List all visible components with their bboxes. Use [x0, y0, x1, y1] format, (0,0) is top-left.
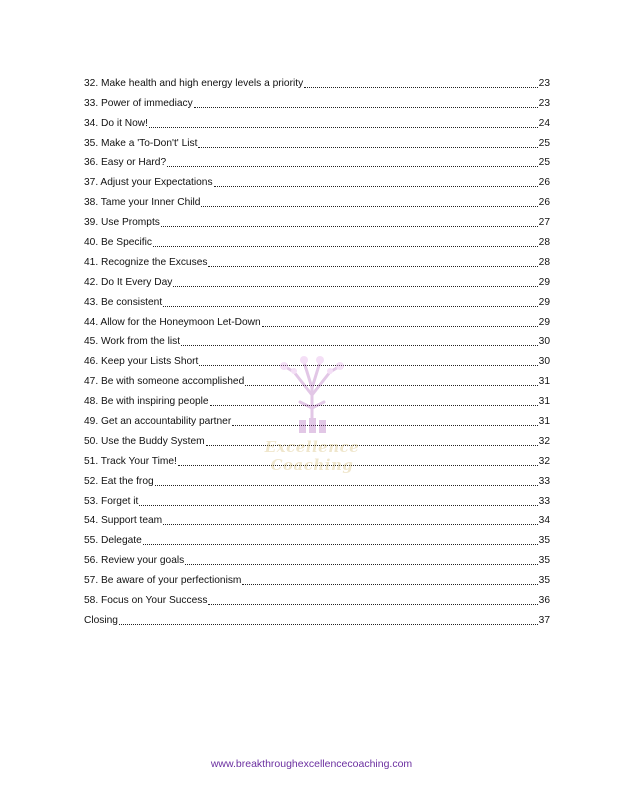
toc-entry-page-number: 23	[538, 97, 550, 109]
dot-leader	[262, 326, 538, 327]
footer-website-link[interactable]: www.breakthroughexcellencecoaching.com	[210, 758, 413, 770]
toc-entry-page-number: 36	[538, 595, 550, 607]
toc-entry-page-number: 26	[538, 177, 550, 189]
toc-entry[interactable]	[84, 249, 550, 269]
toc-entry-title: 52. Eat the frog	[84, 475, 154, 487]
toc-entry-page-number: 35	[538, 575, 550, 587]
toc-entry-title: 55. Delegate	[84, 535, 142, 547]
toc-entry[interactable]	[84, 607, 550, 627]
toc-entry-page-number: 24	[538, 117, 550, 129]
toc-entry-title: 57. Be aware of your perfectionism	[84, 575, 242, 587]
toc-entry-title: 56. Review your goals	[84, 555, 185, 567]
toc-entry-page-number: 30	[538, 336, 550, 348]
toc-entry-page-number: 29	[538, 316, 550, 328]
dot-leader	[119, 624, 538, 625]
dot-leader	[139, 505, 537, 506]
dot-leader	[194, 107, 538, 108]
toc-entry-page-number: 32	[538, 435, 550, 447]
toc-entry[interactable]	[84, 169, 550, 189]
toc-entry-page-number: 29	[538, 296, 550, 308]
toc-entry[interactable]	[84, 229, 550, 249]
toc-entry-title: 41. Recognize the Excuses	[84, 256, 208, 268]
toc-entry-title: 37. Adjust your Expectations	[84, 177, 213, 189]
toc-entry-page-number: 26	[538, 197, 550, 209]
toc-entry[interactable]	[84, 209, 550, 229]
dot-leader	[161, 226, 538, 227]
toc-entry-page-number: 37	[538, 614, 550, 626]
toc-entry-title: 50. Use the Buddy System	[84, 435, 205, 447]
toc-entry[interactable]	[84, 130, 550, 150]
dot-leader	[214, 186, 538, 187]
toc-entry[interactable]	[84, 289, 550, 309]
toc-entry-title: Closing	[84, 614, 118, 626]
toc-entry-title: 32. Make health and high energy levels a priority	[84, 77, 304, 89]
dot-leader	[304, 87, 537, 88]
dot-leader	[181, 345, 538, 346]
toc-entry[interactable]	[84, 587, 550, 607]
toc-entry[interactable]	[84, 488, 550, 508]
toc-entry[interactable]	[84, 309, 550, 329]
toc-entry-page-number: 28	[538, 256, 550, 268]
dot-leader	[208, 266, 537, 267]
toc-entry-title: 43. Be consistent	[84, 296, 163, 308]
toc-entry-title: 54. Support team	[84, 515, 163, 527]
dot-leader	[149, 127, 538, 128]
watermark-logo	[232, 350, 392, 474]
toc-entry-page-number: 33	[538, 475, 550, 487]
toc-entry-title: 51. Track Your Time!	[84, 455, 177, 467]
toc-entry-title: 40. Be Specific	[84, 237, 152, 249]
toc-entry[interactable]	[84, 110, 550, 130]
toc-entry-title: 47. Be with someone accomplished	[84, 376, 245, 388]
toc-entry-title: 49. Get an accountability partner	[84, 416, 232, 428]
toc-entry-title: 48. Be with inspiring people	[84, 396, 209, 408]
toc-entry[interactable]	[84, 150, 550, 170]
toc-entry-page-number: 34	[538, 515, 550, 527]
dot-leader	[143, 544, 538, 545]
dot-leader	[198, 147, 537, 148]
toc-entry-page-number: 35	[538, 535, 550, 547]
toc-entry-title: 38. Tame your Inner Child	[84, 197, 201, 209]
dot-leader	[155, 485, 538, 486]
toc-entry[interactable]	[84, 567, 550, 587]
toc-entry-page-number: 35	[538, 555, 550, 567]
dot-leader	[242, 584, 537, 585]
tree-logo-icon	[272, 350, 352, 435]
toc-entry[interactable]	[84, 189, 550, 209]
toc-entry[interactable]	[84, 527, 550, 547]
dot-leader	[201, 206, 537, 207]
toc-entry-page-number: 33	[538, 495, 550, 507]
table-of-contents	[84, 70, 550, 627]
toc-entry-title: 36. Easy or Hard?	[84, 157, 167, 169]
toc-entry-page-number: 27	[538, 217, 550, 229]
dot-leader	[173, 286, 537, 287]
toc-entry-page-number: 28	[538, 237, 550, 249]
toc-entry-page-number: 23	[538, 77, 550, 89]
watermark-text: Excellence Coaching	[264, 438, 360, 474]
toc-entry-title: 42. Do It Every Day	[84, 276, 173, 288]
toc-entry-title: 44. Allow for the Honeymoon Let-Down	[84, 316, 261, 328]
toc-entry-title: 34. Do it Now!	[84, 117, 148, 129]
toc-entry-page-number: 29	[538, 276, 550, 288]
dot-leader	[153, 246, 538, 247]
toc-entry-page-number: 31	[538, 396, 550, 408]
toc-entry-title: 35. Make a 'To-Don't' List	[84, 137, 198, 149]
toc-entry-title: 45. Work from the list	[84, 336, 181, 348]
toc-entry[interactable]	[84, 70, 550, 90]
dot-leader	[163, 524, 538, 525]
toc-entry[interactable]	[84, 508, 550, 528]
toc-entry-page-number: 31	[538, 416, 550, 428]
toc-entry-page-number: 30	[538, 356, 550, 368]
toc-entry[interactable]	[84, 269, 550, 289]
dot-leader	[185, 564, 537, 565]
toc-entry[interactable]	[84, 90, 550, 110]
toc-entry-page-number: 25	[538, 137, 550, 149]
toc-entry-title: 39. Use Prompts	[84, 217, 160, 229]
toc-entry[interactable]	[84, 329, 550, 349]
dot-leader	[163, 306, 538, 307]
toc-entry-title: 46. Keep your Lists Short	[84, 356, 199, 368]
toc-entry-title: 58. Focus on Your Success	[84, 595, 208, 607]
toc-entry-title: 33. Power of immediacy	[84, 97, 193, 109]
dot-leader	[208, 604, 537, 605]
toc-entry-page-number: 25	[538, 157, 550, 169]
dot-leader	[167, 166, 538, 167]
toc-entry-page-number: 32	[538, 455, 550, 467]
toc-entry-title: 53. Forget it	[84, 495, 139, 507]
toc-entry-page-number: 31	[538, 376, 550, 388]
toc-entry[interactable]	[84, 547, 550, 567]
